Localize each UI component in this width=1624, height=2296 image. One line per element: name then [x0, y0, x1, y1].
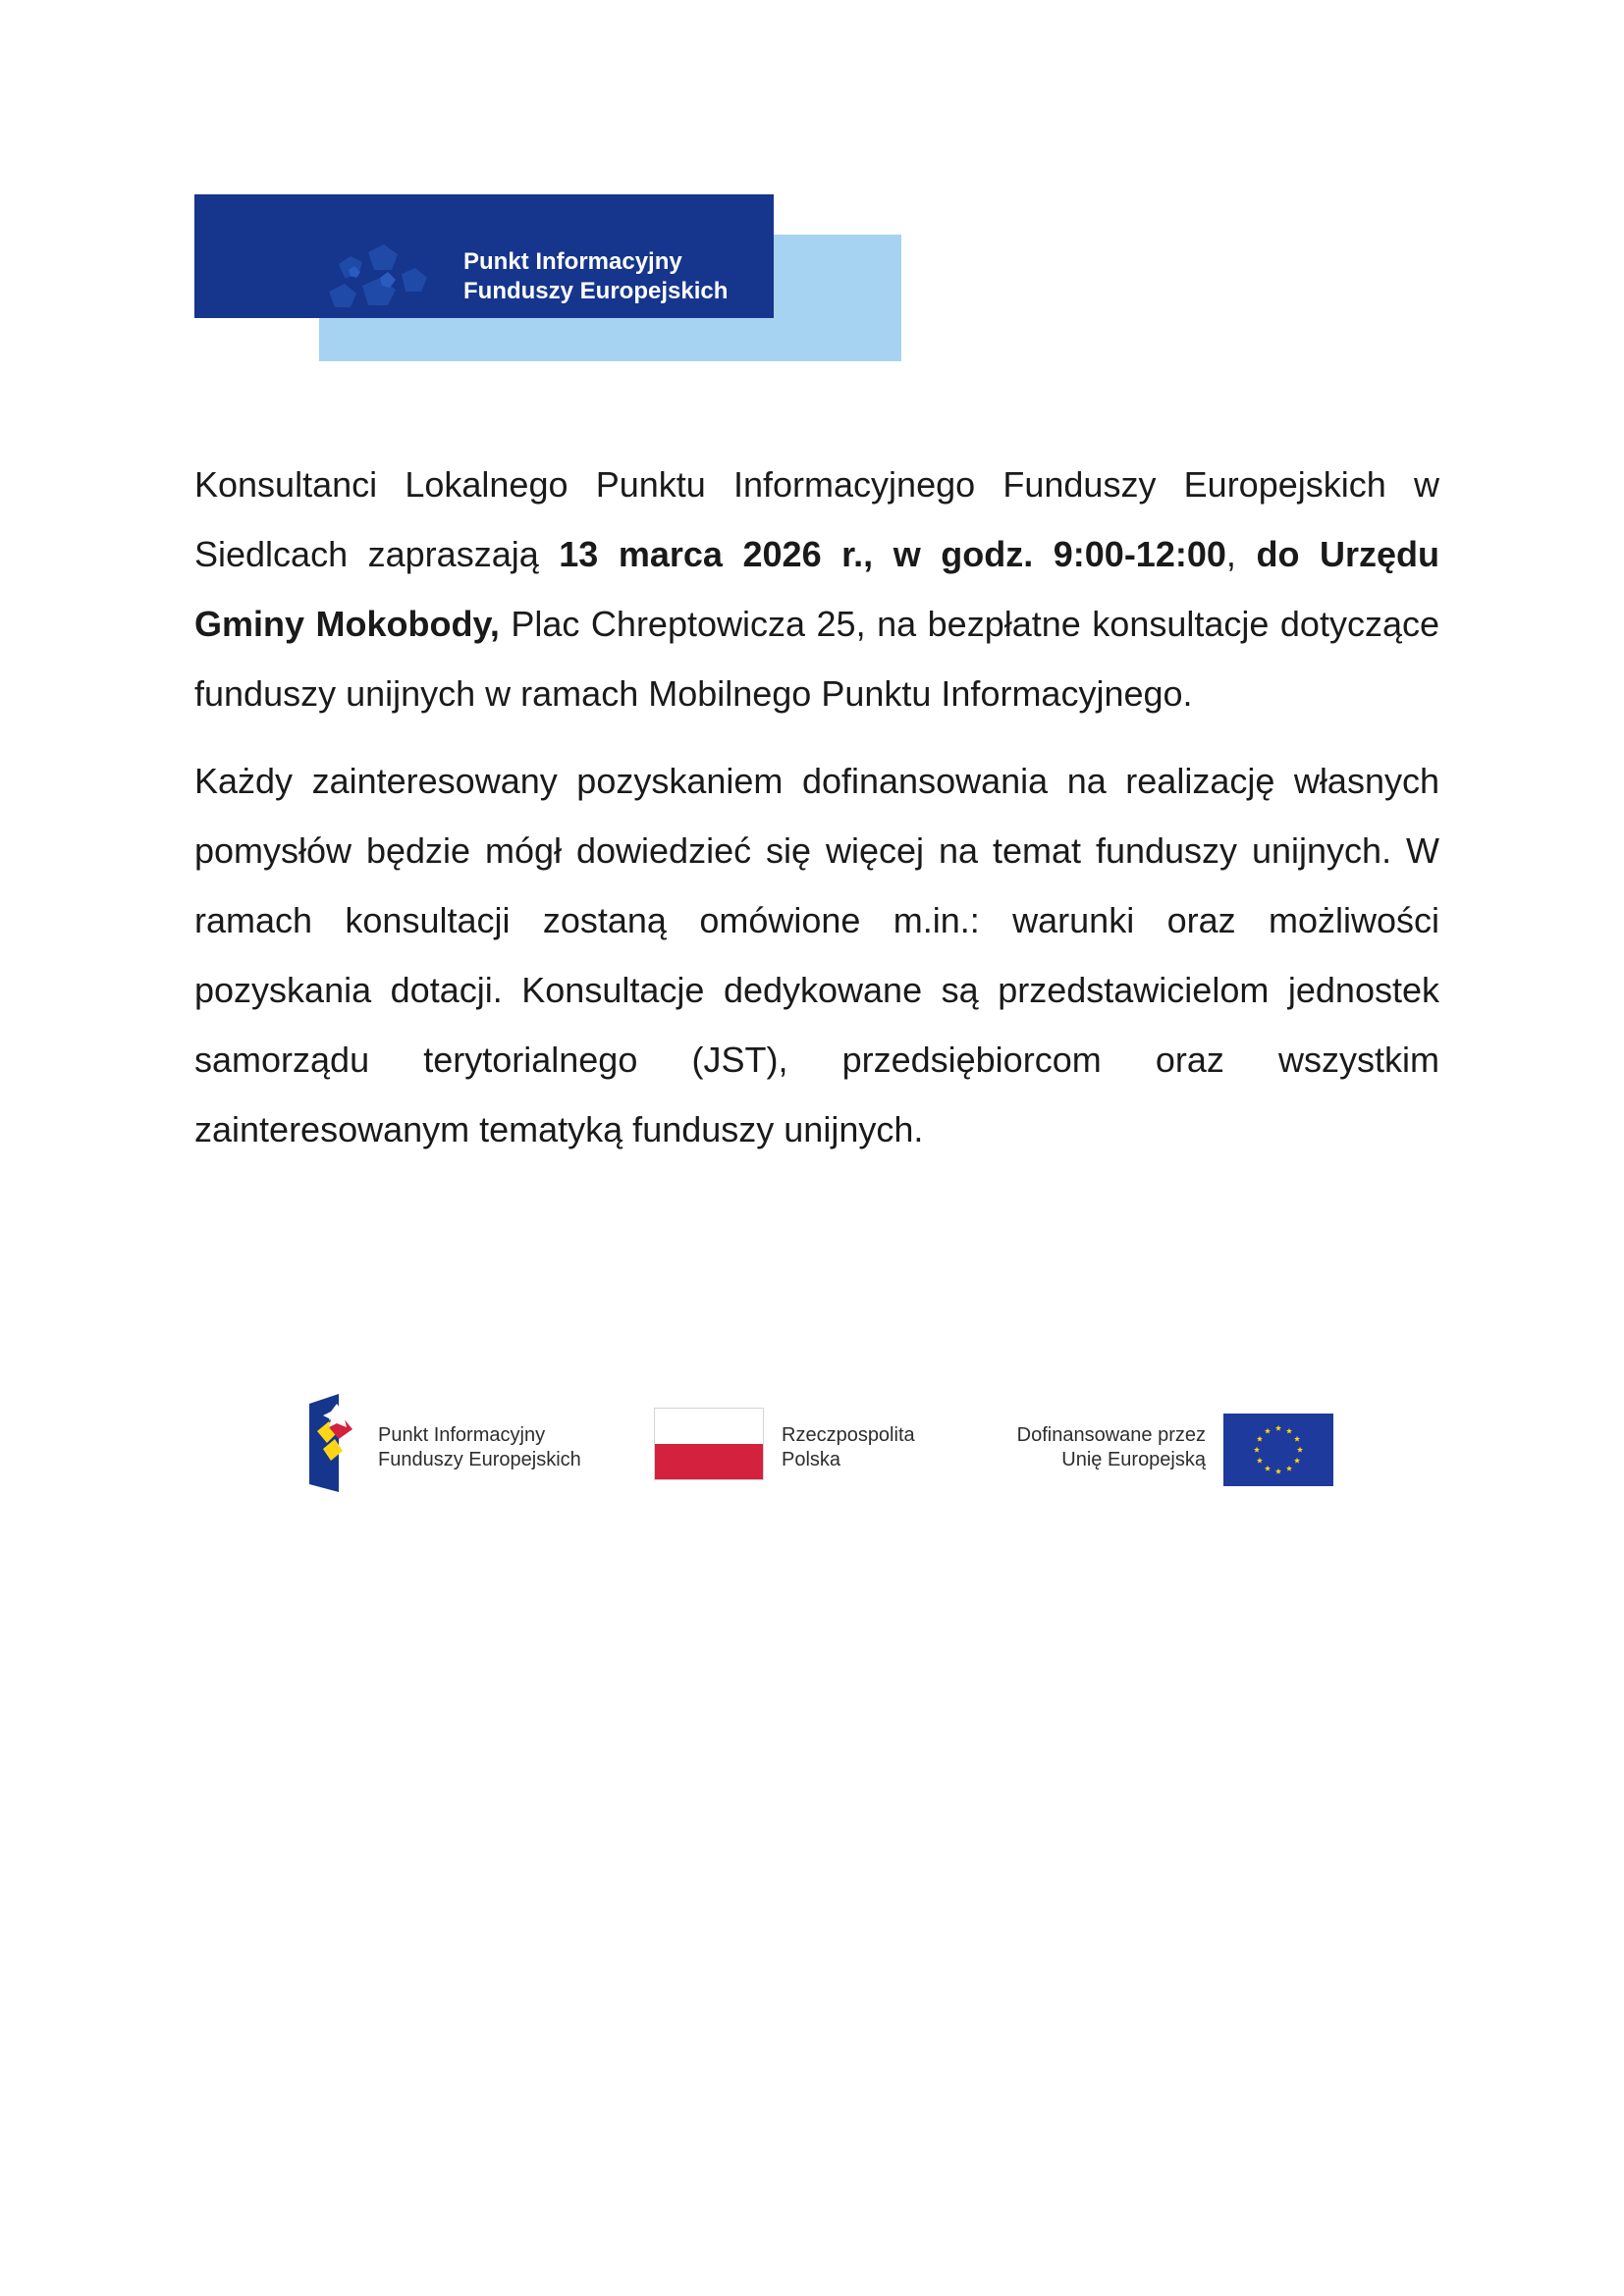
fe-logo [309, 1394, 623, 1492]
p1-location: do Urzędu Gminy Mokobody, [194, 534, 1439, 644]
eu-line-1: Dofinansowane przez [1016, 1424, 1206, 1446]
eu-logo [980, 1414, 1333, 1492]
pl-line-2: Polska [782, 1449, 841, 1470]
paragraph-invitation [194, 450, 1439, 728]
flag-red-stripe [655, 1444, 763, 1479]
pl-line-1: Rzeczpospolita [782, 1424, 915, 1446]
p1-text-1: Konsultanci Lokalnego Punktu Informacyjnego Funduszy Europejskich w Siedlcach zapraszają [194, 464, 1439, 574]
eu-logo-text [1017, 1423, 1206, 1472]
banner-line-1: Punkt Informacyjny [463, 248, 682, 275]
header-banner-logo [194, 194, 901, 361]
fe-logo-text [378, 1423, 581, 1472]
p1-date-time: 13 marca 2026 r., w godz. 9:00-12:00 [559, 534, 1226, 574]
banner-text [463, 247, 728, 306]
flag-white-stripe [655, 1409, 763, 1444]
fe-line-1: Punkt Informacyjny [378, 1424, 546, 1446]
fe-line-2: Funduszy Europejskich [378, 1449, 581, 1470]
pl-logo [654, 1408, 948, 1486]
banner-inner-block [319, 235, 774, 318]
polish-flag-icon [654, 1408, 764, 1480]
pl-logo-text [782, 1423, 915, 1472]
banner-stars-icon [319, 235, 447, 318]
paragraph-details: Każdy zainteresowany pozyskaniem dofinansowania na realizację własnych pomysłów będzie mógł dowiedzieć się więcej na temat funduszy unijnych. W ramach konsultacji zostaną omówione m.in.: warunki oraz możliwości pozyskania dotacji. Konsultacje dedykowane są przedstawicielom jednostek samorządu terytorialnego (JST), przedsiębiorcom oraz wszystkim zainteresowanym tematyką funduszy unijnych. [194, 761, 1439, 1149]
announcement-body [194, 450, 1439, 1182]
banner-line-2: Funduszy Europejskich [463, 278, 729, 304]
p1-text-2: , [1225, 534, 1257, 574]
footer-logos [309, 1394, 1330, 1502]
eu-line-2: Unię Europejską [1061, 1449, 1206, 1470]
fe-stars-mark-icon [309, 1394, 364, 1492]
p1-text-3: Plac Chreptowicza 25, na bezpłatne konsultacje dotyczące funduszy unijnych w ramach Mobilnego Punktu Informacyjnego. [194, 604, 1440, 714]
eu-flag-icon [1223, 1414, 1333, 1486]
